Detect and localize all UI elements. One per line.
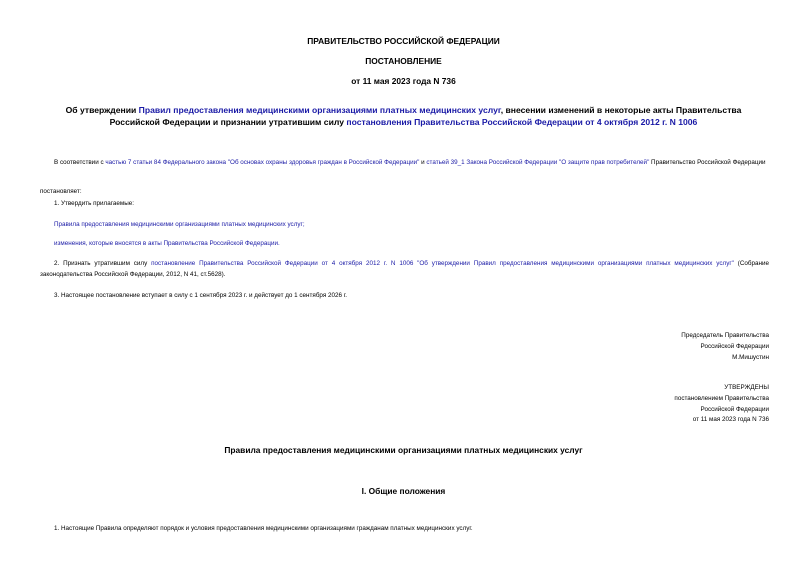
rules-title: Правила предоставления медицинскими организациями платных медицинских услуг	[224, 445, 583, 455]
item-2-paragraph	[40, 258, 769, 280]
item-2-text-1: 2. Признать утратившим силу	[54, 260, 152, 267]
item-1-text: 1. Утвердить прилагаемые:	[54, 200, 134, 207]
item-2-link-decree-1006[interactable]: постановление Правительства Российской Федерации от 4 октября 2012 г. N 1006 "Об утверждении Правил предоставления медицинскими организациями платных медицинских услуг"	[151, 260, 734, 267]
approved-line-1: УТВЕРЖДЕНЫ	[724, 384, 769, 391]
signature-line-3: М.Мишустин	[732, 353, 769, 361]
signature-block	[529, 331, 769, 363]
section-1-item-1: 1. Настоящие Правила определяют порядок и условия предоставления медицинскими организациями гражданам платных медицинских услуг.	[54, 525, 473, 532]
decrees-text: постановляет:	[40, 188, 82, 195]
preamble-link-consumer-law[interactable]: статьей 39_1 Закона Российской Федерации "О защите прав потребителей"	[426, 159, 650, 166]
approved-line-3: Российской Федерации	[700, 405, 769, 413]
doc-type-heading: ПОСТАНОВЛЕНИЕ	[365, 56, 442, 66]
approved-line-2: постановлением Правительства	[674, 394, 769, 402]
date-number-heading: от 11 мая 2023 года N 736	[351, 76, 456, 86]
approved-line-4: от 11 мая 2023 года N 736	[692, 416, 769, 424]
item-1-link-changes[interactable]: изменения, которые вносятся в акты Правительства Российской Федерации.	[54, 240, 280, 247]
preamble-text-3: Правительство Российской Федерации	[649, 159, 766, 166]
title-text-1: Об утверждении	[65, 105, 139, 115]
item-3-text: 3. Настоящее постановление вступает в силу с 1 сентября 2023 г. и действует до 1 сентября 2026 г.	[54, 292, 348, 299]
approved-block	[529, 383, 769, 426]
section-1-title: I. Общие положения	[361, 486, 446, 496]
signature-line-2: Российской Федерации	[700, 342, 769, 350]
preamble-text-1: В соответствии с	[54, 159, 106, 166]
preamble-link-federal-law[interactable]: частью 7 статьи 84 Федерального закона "Об основах охраны здоровья граждан в Российской Федерации"	[105, 159, 420, 166]
preamble-text-2: и	[419, 159, 427, 166]
title-link-decree-1006[interactable]: постановления Правительства Российской Федерации от 4 октября 2012 г. N 1006	[346, 117, 698, 127]
item-2-text-2: (Собрание законодательства Российской Федерации, 2012, N 41, ст.5628).	[40, 260, 769, 278]
signature-line-1: Председатель Правительства	[681, 332, 769, 339]
title-link-rules[interactable]: Правил предоставления медицинскими организациями платных медицинских услуг	[138, 105, 501, 115]
preamble-paragraph	[40, 157, 769, 168]
document-title	[40, 104, 767, 128]
title-text-2: , внесении изменений в некоторые акты Правительства Российской Федерации и признании утратившим силу	[109, 105, 742, 127]
government-heading: ПРАВИТЕЛЬСТВО РОССИЙСКОЙ ФЕДЕРАЦИИ	[307, 36, 500, 46]
item-1-link-rules[interactable]: Правила предоставления медицинскими организациями платных медицинских услуг;	[54, 221, 305, 228]
